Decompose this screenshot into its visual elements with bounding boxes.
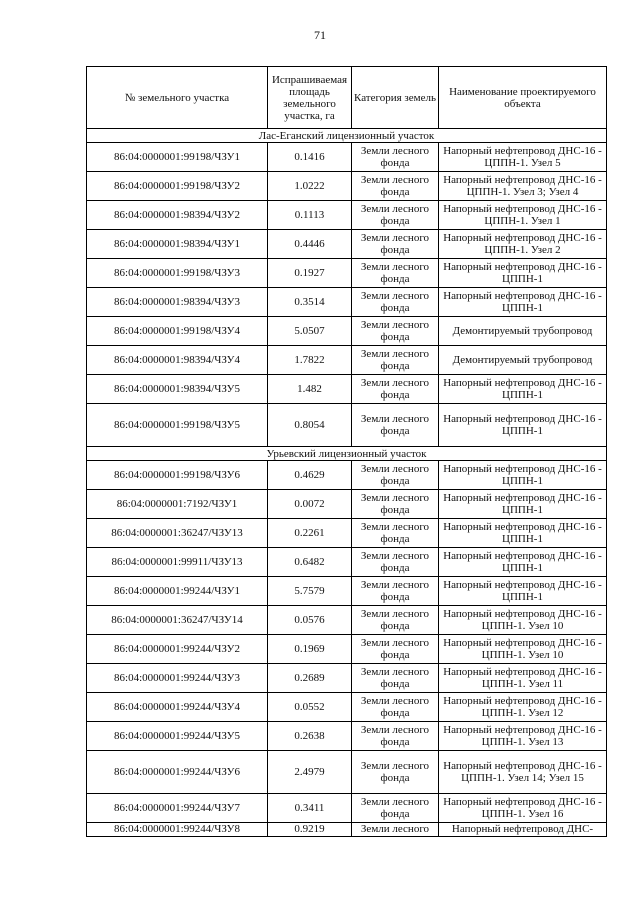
cell-object-name: Напорный нефтепровод ДНС-16 - ЦППН-1 bbox=[439, 288, 607, 317]
section-header-row bbox=[87, 129, 607, 143]
table-row bbox=[87, 461, 607, 490]
section-title: Урьевский лицензионный участок bbox=[87, 447, 607, 461]
cell-land-category: Земли лесного фонда bbox=[352, 794, 439, 823]
cell-object-name: Напорный нефтепровод ДНС-16 - ЦППН-1 bbox=[439, 259, 607, 288]
cell-area: 5.0507 bbox=[268, 317, 352, 346]
cell-object-name: Напорный нефтепровод ДНС-16 - ЦППН-1. Узел 14; Узел 15 bbox=[439, 751, 607, 794]
cell-land-category: Земли лесного фонда bbox=[352, 317, 439, 346]
cell-plot-number: 86:04:0000001:99198/ЧЗУ6 bbox=[87, 461, 268, 490]
table-row bbox=[87, 823, 607, 837]
cell-object-name: Напорный нефтепровод ДНС-16 - ЦППН-1 bbox=[439, 519, 607, 548]
cell-area: 0.4629 bbox=[268, 461, 352, 490]
cell-plot-number: 86:04:0000001:98394/ЧЗУ2 bbox=[87, 201, 268, 230]
table-row bbox=[87, 664, 607, 693]
cell-object-name: Напорный нефтепровод ДНС-16 - ЦППН-1. Узел 11 bbox=[439, 664, 607, 693]
table-header-row bbox=[87, 67, 607, 129]
cell-land-category: Земли лесного фонда bbox=[352, 404, 439, 447]
cell-land-category: Земли лесного фонда bbox=[352, 461, 439, 490]
cell-plot-number: 86:04:0000001:99198/ЧЗУ5 bbox=[87, 404, 268, 447]
table-row bbox=[87, 606, 607, 635]
cell-area: 1.7822 bbox=[268, 346, 352, 375]
cell-area: 0.1113 bbox=[268, 201, 352, 230]
page-number: 71 bbox=[314, 28, 326, 42]
cell-land-category: Земли лесного фонда bbox=[352, 490, 439, 519]
cell-plot-number: 86:04:0000001:99244/ЧЗУ3 bbox=[87, 664, 268, 693]
table-row bbox=[87, 143, 607, 172]
table-row bbox=[87, 172, 607, 201]
cell-plot-number: 86:04:0000001:7192/ЧЗУ1 bbox=[87, 490, 268, 519]
cell-object-name: Напорный нефтепровод ДНС-16 - ЦППН-1 bbox=[439, 490, 607, 519]
cell-plot-number: 86:04:0000001:98394/ЧЗУ1 bbox=[87, 230, 268, 259]
cell-object-name: Напорный нефтепровод ДНС- bbox=[439, 823, 607, 837]
cell-plot-number: 86:04:0000001:99244/ЧЗУ6 bbox=[87, 751, 268, 794]
header-area: Испрашиваемая площадь земельного участка, га bbox=[268, 67, 352, 129]
cell-land-category: Земли лесного фонда bbox=[352, 201, 439, 230]
cell-object-name: Напорный нефтепровод ДНС-16 - ЦППН-1. Узел 12 bbox=[439, 693, 607, 722]
table-row bbox=[87, 548, 607, 577]
cell-object-name: Напорный нефтепровод ДНС-16 - ЦППН-1. Узел 2 bbox=[439, 230, 607, 259]
cell-area: 0.4446 bbox=[268, 230, 352, 259]
section-title: Лас-Еганский лицензионный участок bbox=[87, 129, 607, 143]
cell-object-name: Напорный нефтепровод ДНС-16 - ЦППН-1. Узел 10 bbox=[439, 606, 607, 635]
cell-object-name: Напорный нефтепровод ДНС-16 - ЦППН-1 bbox=[439, 548, 607, 577]
cell-object-name: Напорный нефтепровод ДНС-16 - ЦППН-1. Узел 3; Узел 4 bbox=[439, 172, 607, 201]
cell-area: 0.3514 bbox=[268, 288, 352, 317]
header-plot-number: № земельного участка bbox=[87, 67, 268, 129]
cell-land-category: Земли лесного фонда bbox=[352, 751, 439, 794]
cell-area: 0.2689 bbox=[268, 664, 352, 693]
cell-plot-number: 86:04:0000001:99244/ЧЗУ4 bbox=[87, 693, 268, 722]
cell-object-name: Напорный нефтепровод ДНС-16 - ЦППН-1. Узел 13 bbox=[439, 722, 607, 751]
land-plots-table bbox=[86, 66, 607, 837]
cell-area: 0.1969 bbox=[268, 635, 352, 664]
cell-plot-number: 86:04:0000001:99244/ЧЗУ1 bbox=[87, 577, 268, 606]
cell-object-name: Напорный нефтепровод ДНС-16 - ЦППН-1 bbox=[439, 404, 607, 447]
table-row bbox=[87, 722, 607, 751]
cell-plot-number: 86:04:0000001:98394/ЧЗУ4 bbox=[87, 346, 268, 375]
cell-object-name: Напорный нефтепровод ДНС-16 - ЦППН-1. Узел 10 bbox=[439, 635, 607, 664]
cell-object-name: Демонтируемый трубопровод bbox=[439, 346, 607, 375]
table-row bbox=[87, 288, 607, 317]
table-row bbox=[87, 230, 607, 259]
cell-land-category: Земли лесного фонда bbox=[352, 346, 439, 375]
cell-land-category: Земли лесного фонда bbox=[352, 693, 439, 722]
cell-land-category: Земли лесного фонда bbox=[352, 606, 439, 635]
cell-area: 0.9219 bbox=[268, 823, 352, 837]
cell-area: 0.1927 bbox=[268, 259, 352, 288]
cell-area: 5.7579 bbox=[268, 577, 352, 606]
cell-land-category: Земли лесного фонда bbox=[352, 143, 439, 172]
table-row bbox=[87, 577, 607, 606]
cell-area: 0.6482 bbox=[268, 548, 352, 577]
table-row bbox=[87, 490, 607, 519]
cell-land-category: Земли лесного фонда bbox=[352, 635, 439, 664]
cell-object-name: Напорный нефтепровод ДНС-16 - ЦППН-1. Узел 5 bbox=[439, 143, 607, 172]
cell-area: 0.0552 bbox=[268, 693, 352, 722]
cell-land-category: Земли лесного фонда bbox=[352, 172, 439, 201]
table-row bbox=[87, 693, 607, 722]
table-row bbox=[87, 201, 607, 230]
cell-land-category: Земли лесного фонда bbox=[352, 230, 439, 259]
cell-land-category: Земли лесного фонда bbox=[352, 375, 439, 404]
cell-area: 0.2261 bbox=[268, 519, 352, 548]
cell-area: 0.0072 bbox=[268, 490, 352, 519]
cell-plot-number: 86:04:0000001:99911/ЧЗУ13 bbox=[87, 548, 268, 577]
header-land-category: Категория земель bbox=[352, 67, 439, 129]
cell-land-category: Земли лесного фонда bbox=[352, 577, 439, 606]
cell-plot-number: 86:04:0000001:99198/ЧЗУ4 bbox=[87, 317, 268, 346]
table-row bbox=[87, 404, 607, 447]
cell-land-category: Земли лесного фонда bbox=[352, 722, 439, 751]
cell-land-category: Земли лесного фонда bbox=[352, 259, 439, 288]
table-row bbox=[87, 751, 607, 794]
cell-area: 0.8054 bbox=[268, 404, 352, 447]
cell-object-name: Напорный нефтепровод ДНС-16 - ЦППН-1 bbox=[439, 577, 607, 606]
header-object-name: Наименование проектируемого объекта bbox=[439, 67, 607, 129]
section-header-row bbox=[87, 447, 607, 461]
cell-area: 0.2638 bbox=[268, 722, 352, 751]
cell-plot-number: 86:04:0000001:99244/ЧЗУ7 bbox=[87, 794, 268, 823]
cell-land-category: Земли лесного фонда bbox=[352, 548, 439, 577]
cell-plot-number: 86:04:0000001:99198/ЧЗУ3 bbox=[87, 259, 268, 288]
cell-plot-number: 86:04:0000001:99244/ЧЗУ8 bbox=[87, 823, 268, 837]
cell-plot-number: 86:04:0000001:98394/ЧЗУ3 bbox=[87, 288, 268, 317]
cell-plot-number: 86:04:0000001:99244/ЧЗУ5 bbox=[87, 722, 268, 751]
cell-object-name: Напорный нефтепровод ДНС-16 - ЦППН-1. Узел 1 bbox=[439, 201, 607, 230]
cell-object-name: Напорный нефтепровод ДНС-16 - ЦППН-1 bbox=[439, 375, 607, 404]
table-row bbox=[87, 519, 607, 548]
cell-plot-number: 86:04:0000001:36247/ЧЗУ14 bbox=[87, 606, 268, 635]
cell-plot-number: 86:04:0000001:99244/ЧЗУ2 bbox=[87, 635, 268, 664]
cell-land-category: Земли лесного фонда bbox=[352, 519, 439, 548]
table-row bbox=[87, 317, 607, 346]
cell-area: 0.0576 bbox=[268, 606, 352, 635]
table-row bbox=[87, 794, 607, 823]
cell-plot-number: 86:04:0000001:99198/ЧЗУ1 bbox=[87, 143, 268, 172]
cell-area: 1.482 bbox=[268, 375, 352, 404]
cell-area: 1.0222 bbox=[268, 172, 352, 201]
cell-land-category: Земли лесного фонда bbox=[352, 288, 439, 317]
cell-area: 2.4979 bbox=[268, 751, 352, 794]
cell-object-name: Демонтируемый трубопровод bbox=[439, 317, 607, 346]
cell-land-category: Земли лесного фонда bbox=[352, 664, 439, 693]
table-row bbox=[87, 635, 607, 664]
cell-plot-number: 86:04:0000001:99198/ЧЗУ2 bbox=[87, 172, 268, 201]
cell-object-name: Напорный нефтепровод ДНС-16 - ЦППН-1. Узел 16 bbox=[439, 794, 607, 823]
cell-plot-number: 86:04:0000001:98394/ЧЗУ5 bbox=[87, 375, 268, 404]
table-row bbox=[87, 375, 607, 404]
table-row bbox=[87, 259, 607, 288]
cell-area: 0.1416 bbox=[268, 143, 352, 172]
cell-area: 0.3411 bbox=[268, 794, 352, 823]
table-row bbox=[87, 346, 607, 375]
cell-land-category: Земли лесного bbox=[352, 823, 439, 837]
cell-plot-number: 86:04:0000001:36247/ЧЗУ13 bbox=[87, 519, 268, 548]
cell-object-name: Напорный нефтепровод ДНС-16 - ЦППН-1 bbox=[439, 461, 607, 490]
